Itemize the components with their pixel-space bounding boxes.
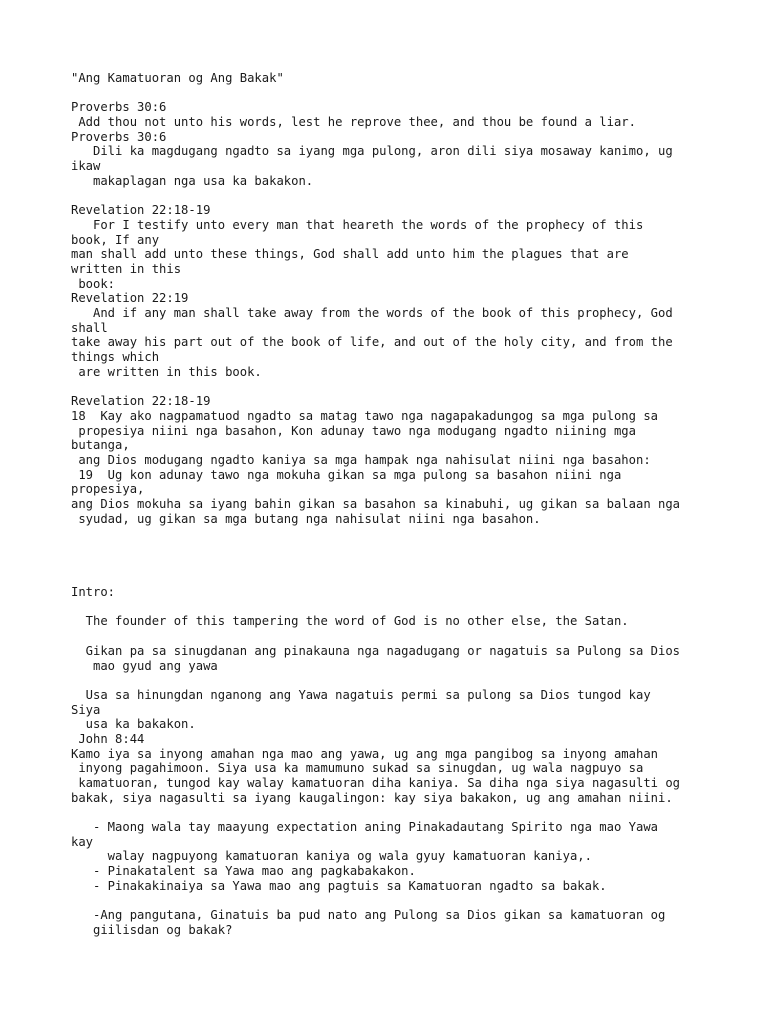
text-line: Usa sa hinungdan nganong ang Yawa nagatuis permi sa pulong sa Dios tungod kay xyxy=(71,687,651,702)
text-line xyxy=(71,805,731,820)
text-line: propesiya niini nga basahon, Kon adunay tawo nga modugang ngadto niining mga xyxy=(71,423,636,438)
text-line xyxy=(71,570,731,585)
document-page xyxy=(71,71,731,938)
text-line: makaplagan nga usa ka bakakon. xyxy=(71,173,314,188)
text-line: - Pinakatalent sa Yawa mao ang pagkabakakon. xyxy=(71,864,416,879)
text-line: walay nagpuyong kamatuoran kaniya og wala gyuy kamatuoran kaniya,. xyxy=(71,849,592,864)
text-line: propesiya, xyxy=(71,482,145,497)
text-line: inyong pagahimoon. Siya usa ka mamumuno sukad sa sinugdan, ug wala nagpuyo sa xyxy=(71,761,644,776)
text-line: shall xyxy=(71,320,108,335)
text-line: For I testify unto every man that heareth the words of the prophecy of this xyxy=(71,217,644,232)
text-line: Revelation 22:19 xyxy=(71,291,189,306)
text-line: Intro: xyxy=(71,585,116,600)
text-line: Proverbs 30:6 xyxy=(71,129,167,144)
text-line: mao gyud ang yawa xyxy=(71,658,218,673)
text-line: kamatuoran, tungod kay walay kamatuoran diha kaniya. Sa diha nga siya nagasulti og xyxy=(71,776,681,790)
text-line: things which xyxy=(71,350,160,365)
text-line: written in this xyxy=(71,261,182,276)
text-line: "Ang Kamatuoran og Ang Bakak" xyxy=(71,71,284,85)
text-line: Kamo iya sa inyong amahan nga mao ang yawa, ug ang mga pangibog sa inyong amahan xyxy=(71,746,658,761)
text-line: butanga, xyxy=(71,438,130,453)
text-line: The founder of this tampering the word of God is no other else, the Satan. xyxy=(71,614,629,629)
text-line: man shall add unto these things, God shall add unto him the plagues that are xyxy=(71,247,629,262)
text-line xyxy=(71,894,731,909)
text-line xyxy=(71,629,731,644)
text-line: usa ka bakakon. xyxy=(71,717,196,732)
text-line xyxy=(71,379,731,394)
text-line: John 8:44 xyxy=(71,731,145,746)
text-line: And if any man shall take away from the words of the book of this prophecy, God xyxy=(71,306,673,320)
text-line: -Ang pangutana, Ginatuis ba pud nato ang Pulong sa Dios gikan sa kamatuoran og xyxy=(71,908,666,923)
text-line: - Pinakakinaiya sa Yawa mao ang pagtuis sa Kamatuoran ngadto sa bakak. xyxy=(71,878,607,893)
text-line: ikaw xyxy=(71,159,101,174)
text-line: are written in this book. xyxy=(71,364,262,379)
text-line: Gikan pa sa sinugdanan ang pinakauna nga nagadugang or nagatuis sa Pulong sa Dios xyxy=(71,643,681,658)
text-line: 18 Kay ako nagpamatuod ngadto sa matag tawo nga nagapakadungog sa mga pulong sa xyxy=(71,408,658,423)
text-line: book: xyxy=(71,276,116,291)
text-line xyxy=(71,600,731,615)
text-line: syudad, ug gikan sa mga butang nga nahisulat niini nga basahon. xyxy=(71,511,541,526)
text-line: kay xyxy=(71,834,94,849)
text-line: Revelation 22:18-19 xyxy=(71,203,211,218)
text-line xyxy=(71,86,731,101)
text-line xyxy=(71,526,731,541)
text-line: Revelation 22:18-19 xyxy=(71,394,211,409)
text-line: take away his part out of the book of life, and out of the holy city, and from the xyxy=(71,335,673,350)
text-line: 19 Ug kon adunay tawo nga mokuha gikan sa mga pulong sa basahon niini nga xyxy=(71,467,622,482)
text-line xyxy=(71,541,731,556)
text-line: Siya xyxy=(71,702,101,717)
text-line: giilisdan og bakak? xyxy=(71,922,233,937)
text-line: - Maong wala tay maayung expectation aning Pinakadautang Spirito nga mao Yawa xyxy=(71,820,658,835)
text-line: Add thou not unto his words, lest he reprove thee, and thou be found a liar. xyxy=(71,115,636,130)
text-line: book, If any xyxy=(71,232,160,247)
text-line: Dili ka magdugang ngadto sa iyang mga pulong, aron dili siya mosaway kanimo, ug xyxy=(71,144,673,159)
text-line: Proverbs 30:6 xyxy=(71,100,167,115)
text-line: ang Dios modugang ngadto kaniya sa mga hampak nga nahisulat niini nga basahon: xyxy=(71,452,651,467)
text-line: ang Dios mokuha sa iyang bahin gikan sa basahon sa kinabuhi, ug gikan sa balaan nga xyxy=(71,496,681,511)
text-line xyxy=(71,556,731,571)
text-line xyxy=(71,189,731,204)
text-line: bakak, siya nagasulti sa iyang kaugalingon: kay siya bakakon, ug ang amahan niini. xyxy=(71,790,673,805)
text-line xyxy=(71,673,731,688)
